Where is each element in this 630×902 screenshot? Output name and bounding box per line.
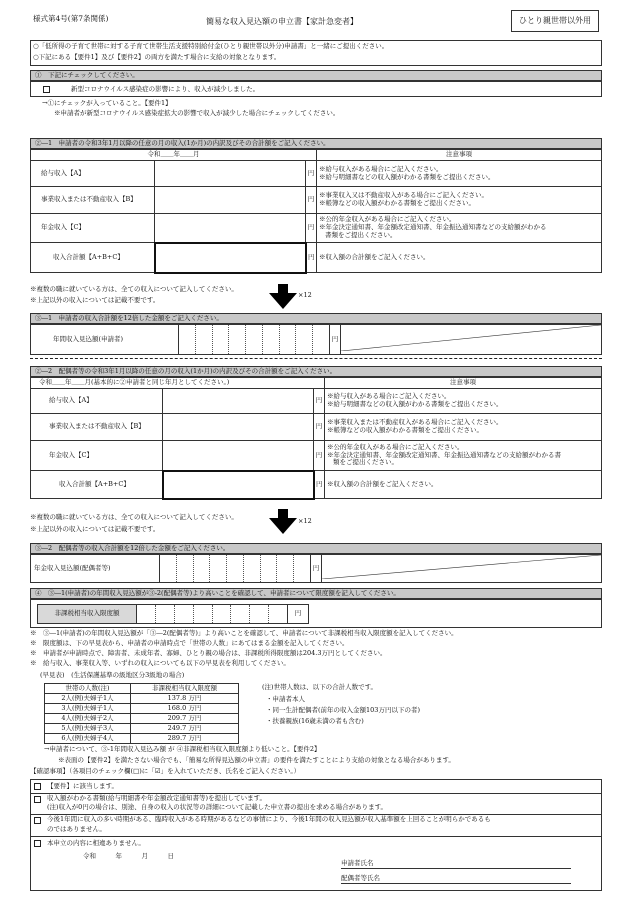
yen-unit: 円 [314,389,325,414]
notes-header: 注意事項 [317,150,602,161]
amount-input[interactable] [155,214,306,243]
row-label: 事業収入または不動産収入【B】 [31,414,163,441]
table-header: 非課税相当収入限度額 [131,684,239,694]
limit-note-1: ※ ③―1(申請者)の年間収入見込額が「③―2(配偶者等)」より高いことを確認して、申請者について非課税相当収入限度額を記入してください。 [30,629,458,637]
amount-input[interactable] [155,187,306,214]
confirm-checkbox[interactable] [34,783,41,790]
confirm-checkbox[interactable] [34,796,41,803]
date-label[interactable]: 令和＿＿年＿＿月 [147,150,200,159]
quick-reference-table [44,683,239,744]
target-badge: ひとり親世帯以外用 [511,10,599,32]
multiple-jobs-note: ※複数の職に就いている方は、全ての収入について記入してください。 [30,285,238,293]
limit-label: 非課税相当収入限度額 [38,605,137,624]
amount-input[interactable] [163,414,314,441]
other-income-note: ※上記以外の収入については記載不要です。 [30,525,160,533]
amount-input[interactable] [163,389,314,414]
yen-unit: 円 [306,243,317,273]
household-item: ・扶養親族(16歳未満の者も含む) [266,717,364,725]
blank-cell [341,325,602,355]
amount-input[interactable] [155,161,306,187]
table-cell: 137.8 万円 [131,694,239,704]
confirm-subtext: (注)収入が0円の場合は、別途、自身の収入の状況等の詳細について記載した申立書の提出を求める場合があります。 [47,803,388,811]
section-3-2-header: ③―2 配偶者等の収入合計額を12倍した金額をご記入ください。 [30,543,602,554]
yen-unit: 円 [306,214,317,243]
table-cell: 3人(例)夫婦子1人 [45,704,131,714]
spouse-annual-label: 年金収入見込額(配偶者等) [31,555,160,583]
confirm-text: 収入額がわかる書類(給与明細書や年金額改定通知書等)を提出しています。 [47,794,267,802]
date-cell [31,150,317,161]
row-label: 給与収入【A】 [31,161,155,187]
household-item: ・同一生計配偶者(前年の収入金額103万円以下の者) [266,706,420,714]
row-notes: ※事業収入又は不動産収入がある場合にご記入ください。 ※帳簿などの収入額がわかる書類をご提出ください。 [317,187,602,214]
confirm-subtext: のではありません。 [47,825,106,833]
form-number: 様式第4号(第7条関係) [33,14,109,23]
table-cell: 5人(例)夫婦子3人 [45,724,131,734]
times-twelve: ×12 [298,517,312,525]
down-arrow-icon [269,518,297,534]
row-notes: ※公的年金収入がある場合にご記入ください。 ※年金決定通知書、年金額改定通知書、年金振込通知書などの支給額がわかる書 類をご提出ください。 [325,441,602,471]
spouse-name-label: 配偶者等氏名 [341,874,380,882]
other-income-note: ※上記以外の収入については記載不要です。 [30,296,160,304]
total-label: 収入合計額【A+B+C】 [31,243,155,273]
row-label: 事業収入または不動産収入【B】 [31,187,155,214]
section-2-1-table [30,149,602,274]
row-notes: ※給与収入がある場合にご記入ください。 ※給与明細書などの収入額がわかる書類をご提出ください。 [317,161,602,187]
confirm-text: 【要件】に該当します。 [47,782,118,790]
total-note: ※収入額の合計額をご記入ください。 [317,243,602,273]
down-arrow-icon [269,293,297,309]
row-label: 年金収入【C】 [31,441,163,471]
yen-unit: 円 [306,161,317,187]
yen-unit: 円 [314,414,325,441]
multiple-jobs-note: ※複数の職に就いている方は、全ての収入について記入してください。 [30,513,238,521]
confirm-checkbox[interactable] [34,840,41,847]
confirm-item-2 [31,793,601,815]
row-notes: ※給与収入がある場合にご記入ください。 ※給与明細書などの収入額がわかる書類をご提出ください。 [325,389,602,414]
yen-unit: 円 [306,187,317,214]
amount-input[interactable] [163,441,314,471]
intro-line-2: ○下記にある【要件1】及び【要件2】の両方を満たす場合に支給の対象となります。 [33,53,281,61]
limit-input[interactable] [137,605,288,624]
intro-box [30,40,602,66]
confirm-text: 今後1年間に収入の多い時期がある、臨時収入がある時期があるなどの事情により、今後1年間の収入見込額が収入基準額を上回ることが明らかであるも [47,815,491,823]
table-cell: 249.7 万円 [131,724,239,734]
yen-unit: 円 [288,605,309,624]
section-1-note: ※申請者が新型コロナウイルス感染症拡大の影響で収入が減少した場合にチェックしてください。 [54,109,340,117]
applicant-name-label: 申請者氏名 [341,859,374,867]
confirm-item-3 [31,814,601,837]
quick-table-title: (早見表) (生活保護基準の級地区分3級地の場合) [40,671,185,679]
yen-unit: 円 [330,325,341,355]
limit-table [37,604,309,624]
page-title: 簡易な収入見込額の申立書【家計急変者】 [206,17,358,26]
requirement-1: →①にチェックが入っていること。【要件1】 [42,99,172,107]
section-2-1-header: ②―1 申請者の令和3年1月以降の任意の月の収入(1か月)の内訳及びその合計額をご記入ください。 [30,138,602,149]
spouse-annual-input[interactable] [160,555,311,583]
section-3-1-table [30,324,602,355]
annual-income-label: 年間収入見込額(申請者) [31,325,179,355]
table-header: 世帯の人数(注) [45,684,131,694]
total-note: ※収入額の合計額をご記入ください。 [325,471,602,499]
table-cell: 2人(例)夫婦子1人 [45,694,131,704]
section-3-1-header: ③―1 申請者の収入合計額を12倍した金額をご記入ください。 [30,313,602,324]
annual-income-input[interactable] [179,325,330,355]
total-amount-input[interactable] [155,243,306,273]
date-cell [31,378,325,389]
confirm-checkbox[interactable] [34,817,41,824]
covid-check-label: 新型コロナウイルス感染症の影響により、収入が減少しました。 [71,85,260,93]
intro-line-1: ○「低所得の子育て世帯に対する子育て世帯生活支援特別給付金(ひとり親世帯以外分)申請書」と一緒にご提出ください。 [33,42,389,50]
notes-header: 注意事項 [325,378,602,389]
limit-note-3: ※ 申請者が申請時点で、障害者、未成年者、寡婦、ひとり親の場合は、非課税所得限度額は204.3万円としてください。 [30,649,387,657]
section-1-header: ① 下記にチェックしてください。 [30,70,602,81]
confirm-text: 本申立の内容に相違ありません。 [47,839,145,847]
yen-unit: 円 [311,555,322,583]
section-1-body [30,81,602,97]
requirement-2: →申請者について、③-1年間収入見込み額 が ④非課税相当収入限度額より低いこと。【要件2】 [44,745,321,753]
limit-note-4: ※ 給与収入、事業収入等、いずれの収入についても以下の早見表を利用してください。 [30,659,290,667]
confirmation-header: 【確認事項】（各項目のチェック欄(□)に「☑」を入れていただき、氏名をご記入ください。） [30,767,301,775]
date-label[interactable]: 令和＿＿年＿＿月(基本的に②申請者と同じ年月としてください。) [39,378,230,387]
confirm-item-4 [31,836,601,850]
table-cell: 4人(例)夫婦子2人 [45,714,131,724]
section-4-header: ④ ③―1(申請者)の年間収入見込額が③-2(配偶者等)より高いことを確認して、申請者について限度額を記入してください。 [30,588,602,599]
blank-cell [322,555,602,583]
section-2-2-header: ②―2 配偶者等の令和3年1月以降の任意の月の収入(1か月)の内訳及びその合計額をご記入ください。 [30,366,602,377]
confirm-item-1 [31,780,601,794]
times-twelve: ×12 [298,291,312,299]
section-3-2-table [30,554,602,583]
row-label: 給与収入【A】 [31,389,163,414]
row-label: 年金収入【C】 [31,214,155,243]
covid-checkbox[interactable] [43,86,50,93]
confirmation-box [30,779,602,891]
row-notes: ※公的年金収入がある場合にご記入ください。 ※年金決定通知書、年金額改定通知書、年金振込通知書などの支給額がわかる 書類をご提出ください。 [317,214,602,243]
yen-unit: 円 [314,441,325,471]
requirement-2-note: ※表面の【要件2】を満たさない場合でも、「簡易な所得見込額の申立書」の要件を満たすことにより支給の対象となる場合があります。 [58,756,455,764]
table-cell: 209.7 万円 [131,714,239,724]
limit-note-2: ※ 限度額は、下の早見表から、申請者の申請時点で「世帯の人数」にあてはまる金額を記入してください。 [30,639,349,647]
section-2-2-table [30,377,602,500]
section-4-body [30,599,602,628]
table-cell: 289.7 万円 [131,734,239,744]
household-item: ・申請者本人 [266,695,305,703]
total-amount-input[interactable] [163,471,314,499]
row-notes: ※事業収入または不動産収入がある場合にご記入ください。 ※帳簿などの収入額がわかる書類をご提出ください。 [325,414,602,441]
table-cell: 6人(例)夫婦子4人 [45,734,131,744]
yen-unit: 円 [314,471,325,499]
table-cell: 168.0 万円 [131,704,239,714]
spouse-name-field[interactable] [341,875,571,884]
applicant-name-field[interactable] [341,860,571,869]
total-label: 収入合計額【A+B+C】 [31,471,163,499]
household-note: (注)世帯人数は、以下の合計人数です。 [262,683,378,691]
separator [30,358,602,359]
signature-date[interactable]: 令和 年 月 日 [83,852,174,860]
